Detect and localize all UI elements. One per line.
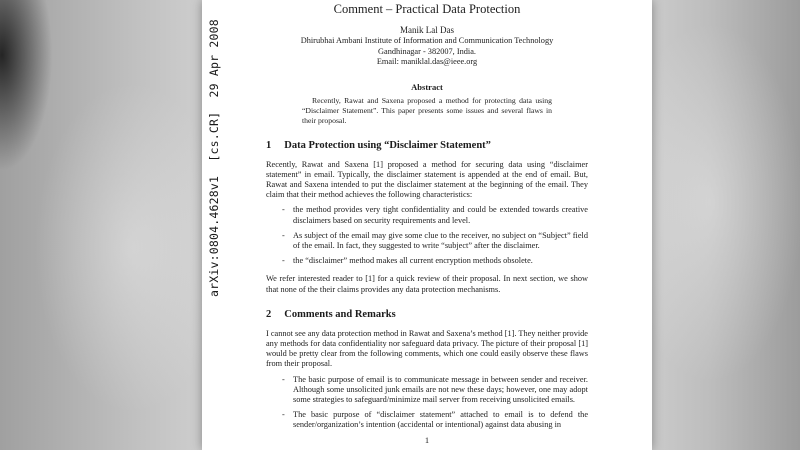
paragraph: I cannot see any data protection method in Rawat and Saxena’s method [1]. They neither provide any methods for data confidentiality nor safeguard data privacy. The picture of their proposal [1] would be pretty clear from the following comments, which one could easily observe these flaws from their proposal. [266, 328, 588, 369]
bullet-item [282, 375, 588, 406]
blurred-background-left [0, 0, 204, 450]
page-number: 1 [424, 435, 430, 445]
bullet-text: The basic purpose of email is to communicate message in between sender and receiver. Although some unsolicited junk emails are not new these days; however, one may adopt some strategies to safeguard/minimize mail server from receiving unsolicited emails. [293, 374, 588, 404]
paper-title: Comment – Practical Data Protection [333, 2, 521, 16]
abstract-heading: Abstract [411, 81, 443, 92]
affiliation-line-1: Dhirubhai Ambani Institute of Information and Communication Technology [300, 36, 554, 45]
author-name: Manik Lal Das [400, 25, 454, 35]
paragraph: Recently, Rawat and Saxena [1] proposed a method for securing data using “disclaimer statement” in email. Typically, the disclaimer statement is appended at the end of email. But, Rawat and Saxena intended to put the disclaimer statement at the beginning of the email. They claim that their method achieves the following characteristics: [266, 159, 588, 200]
bullet-item [282, 410, 588, 430]
paper-page [202, 0, 652, 450]
paragraph: We refer interested reader to [1] for a quick review of their proposal. In next section, we show that none of the their claims provides any data protection mechanisms. [266, 274, 588, 294]
bullet-text: the “disclaimer” method makes all current encryption methods obsolete. [293, 256, 533, 266]
bullet-dash: - [282, 374, 285, 384]
abstract-text: Recently, Rawat and Saxena proposed a method for protecting data using “Disclaimer Statement”. This paper presents some issues and several flaws in their proposal. [302, 95, 552, 125]
blurred-background-right [650, 0, 800, 450]
bullet-dash: - [282, 230, 285, 240]
bullet-dash: - [282, 205, 285, 215]
bullet-dash: - [282, 256, 285, 266]
paper-content [202, 0, 652, 450]
affiliation-line-2: Gandhinagar - 382007, India. [378, 46, 476, 56]
section-2-heading [266, 308, 588, 321]
author-email: Email: maniklal.das@ieee.org [376, 57, 478, 66]
section-1-number: 1 [266, 139, 272, 151]
section-1-title: Data Protection using “Disclaimer Statement” [284, 139, 491, 151]
bullet-text: the method provides very tight confidentiality and could be extended towards creative disclaimers based on security requirements and level. [293, 205, 588, 225]
section-2-bullet-list [282, 375, 588, 431]
bullet-item [282, 256, 588, 266]
bullet-text: As subject of the email may give some clue to the receiver, no subject on “Subject” field of the email. In fact, they suggested to write “subject” after the disclaimer. [293, 230, 588, 250]
section-2-title: Comments and Remarks [284, 308, 396, 320]
bullet-text: The basic purpose of “disclaimer statement” attached to email is to defend the sender/organization’s intention (accidental or intentional) against data abusing in [293, 410, 588, 430]
bullet-item [282, 205, 588, 225]
section-1-heading [266, 139, 588, 152]
bullet-dash: - [282, 410, 285, 420]
section-2-number: 2 [266, 308, 272, 320]
bullet-item [282, 231, 588, 251]
section-1-bullet-list [282, 205, 588, 266]
arxiv-watermark: arXiv:0804.4628v1 [cs.CR] 29 Apr 2008 [207, 19, 221, 297]
